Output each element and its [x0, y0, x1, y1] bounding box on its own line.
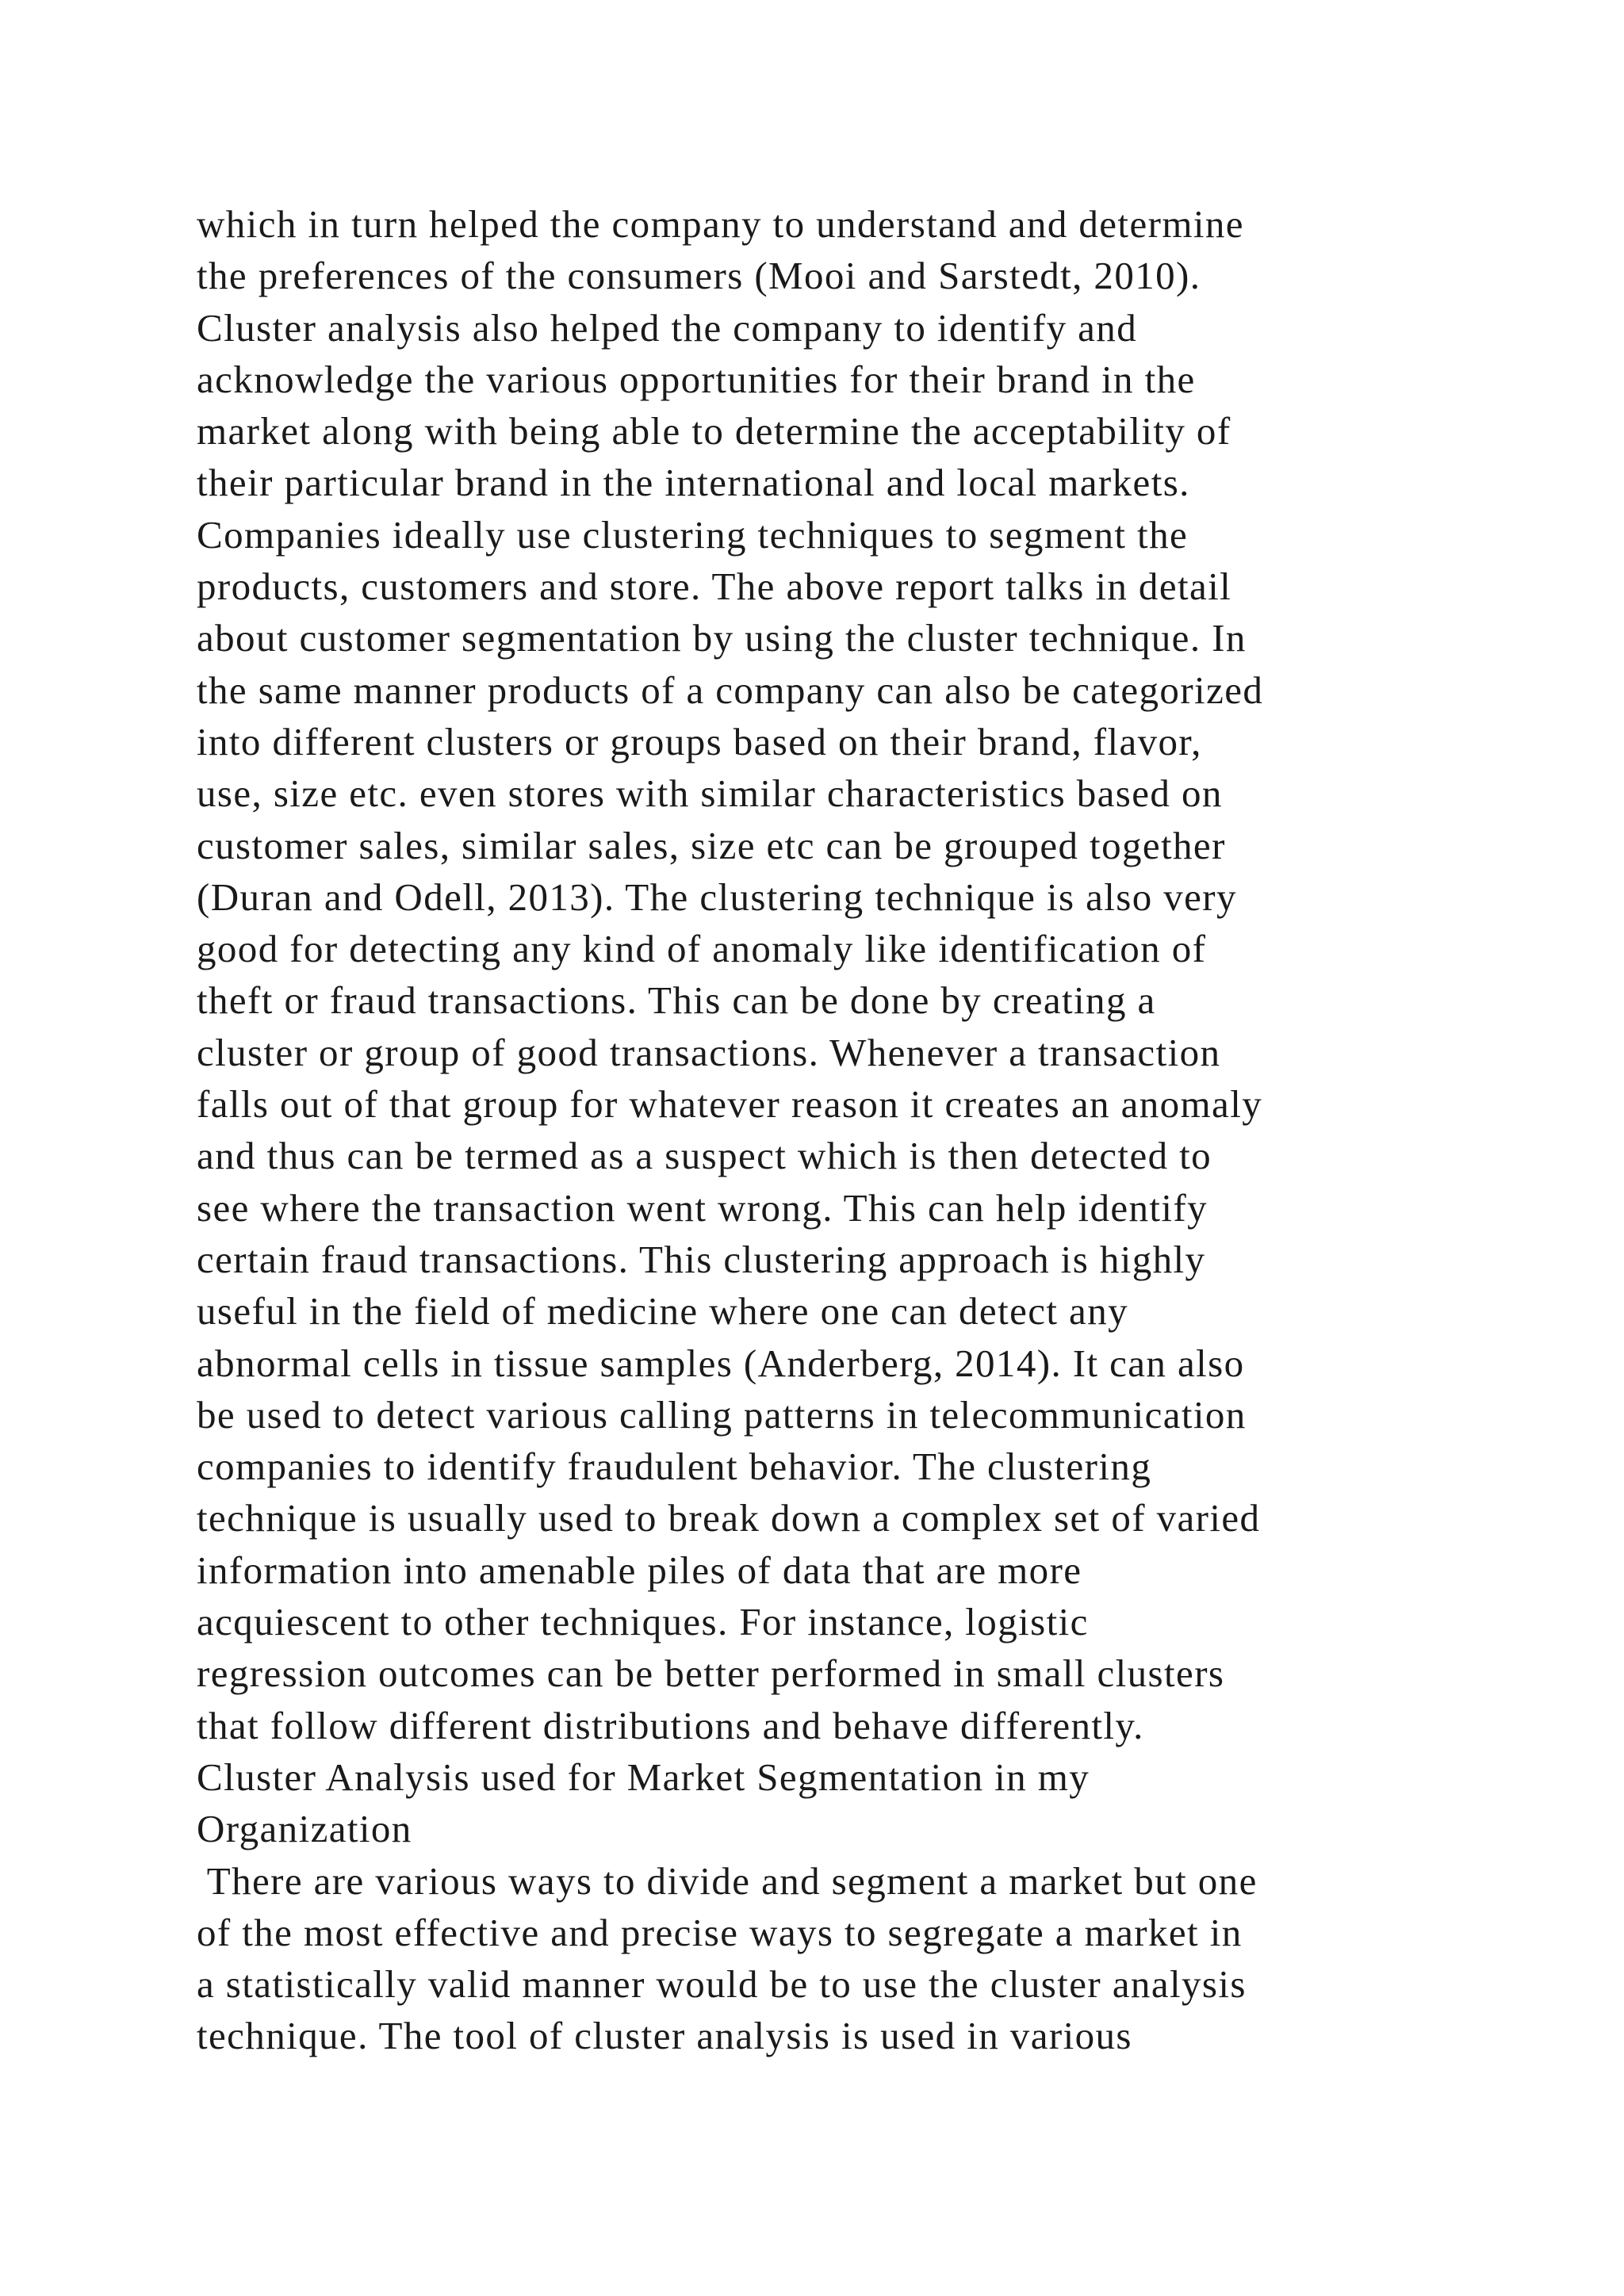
text-line: market along with being able to determine the acceptability of — [197, 409, 1231, 453]
section-heading-line: Cluster Analysis used for Market Segmentation in my — [197, 1755, 1090, 1799]
text-line: into different clusters or groups based on their brand, flavor, — [197, 719, 1202, 763]
text-line: the same manner products of a company can also be categorized — [197, 668, 1264, 712]
text-line: of the most effective and precise ways to segregate a market in — [197, 1910, 1243, 1954]
text-line: be used to detect various calling patterns in telecommunication — [197, 1392, 1247, 1437]
text-line: see where the transaction went wrong. This can help identify — [197, 1185, 1208, 1230]
text-line: acquiescent to other techniques. For instance, logistic — [197, 1600, 1089, 1644]
text-line: Cluster analysis also helped the company to identify and — [197, 305, 1138, 350]
section-heading-line: Organization — [197, 1807, 412, 1851]
text-line: the preferences of the consumers (Mooi and Sarstedt, 2010). — [197, 254, 1201, 298]
text-line: that follow different distributions and behave differently. — [197, 1703, 1144, 1747]
text-line: (Duran and Odell, 2013). The clustering technique is also very — [197, 874, 1237, 919]
text-line: companies to identify fraudulent behavior. The clustering — [197, 1445, 1152, 1489]
text-line: regression outcomes can be better performed in small clusters — [197, 1651, 1225, 1696]
text-line: There are various ways to divide and segment a market but one — [197, 1858, 1258, 1903]
text-line: use, size etc. even stores with similar characteristics based on — [197, 771, 1223, 816]
text-line: good for detecting any kind of anomaly like identification of — [197, 927, 1207, 971]
text-line: about customer segmentation by using the cluster technique. In — [197, 616, 1247, 660]
text-line: a statistically valid manner would be to use the cluster analysis — [197, 1962, 1247, 2007]
text-line: cluster or group of good transactions. Whenever a transaction — [197, 1030, 1221, 1074]
text-line: and thus can be termed as a suspect which is then detected to — [197, 1134, 1212, 1178]
text-line: information into amenable piles of data that are more — [197, 1548, 1082, 1592]
text-line: technique. The tool of cluster analysis is used in various — [197, 2014, 1132, 2058]
text-line: which in turn helped the company to understand and determine — [197, 202, 1244, 246]
text-line: products, customers and store. The above report talks in detail — [197, 564, 1232, 609]
text-line: customer sales, similar sales, size etc can be grouped together — [197, 823, 1226, 867]
body-text — [197, 198, 1545, 2062]
text-line: technique is usually used to break down a complex set of varied — [197, 1496, 1261, 1540]
text-line: acknowledge the various opportunities for their brand in the — [197, 357, 1196, 401]
text-line: falls out of that group for whatever reason it creates an anomaly — [197, 1082, 1263, 1127]
text-line: useful in the field of medicine where one can detect any — [197, 1289, 1128, 1334]
text-line: abnormal cells in tissue samples (Anderberg, 2014). It can also — [197, 1341, 1245, 1385]
text-line: theft or fraud transactions. This can be done by creating a — [197, 978, 1156, 1023]
text-line: their particular brand in the international and local markets. — [197, 461, 1190, 505]
text-line: certain fraud transactions. This clustering approach is highly — [197, 1237, 1206, 1281]
text-line: Companies ideally use clustering techniques to segment the — [197, 512, 1189, 557]
